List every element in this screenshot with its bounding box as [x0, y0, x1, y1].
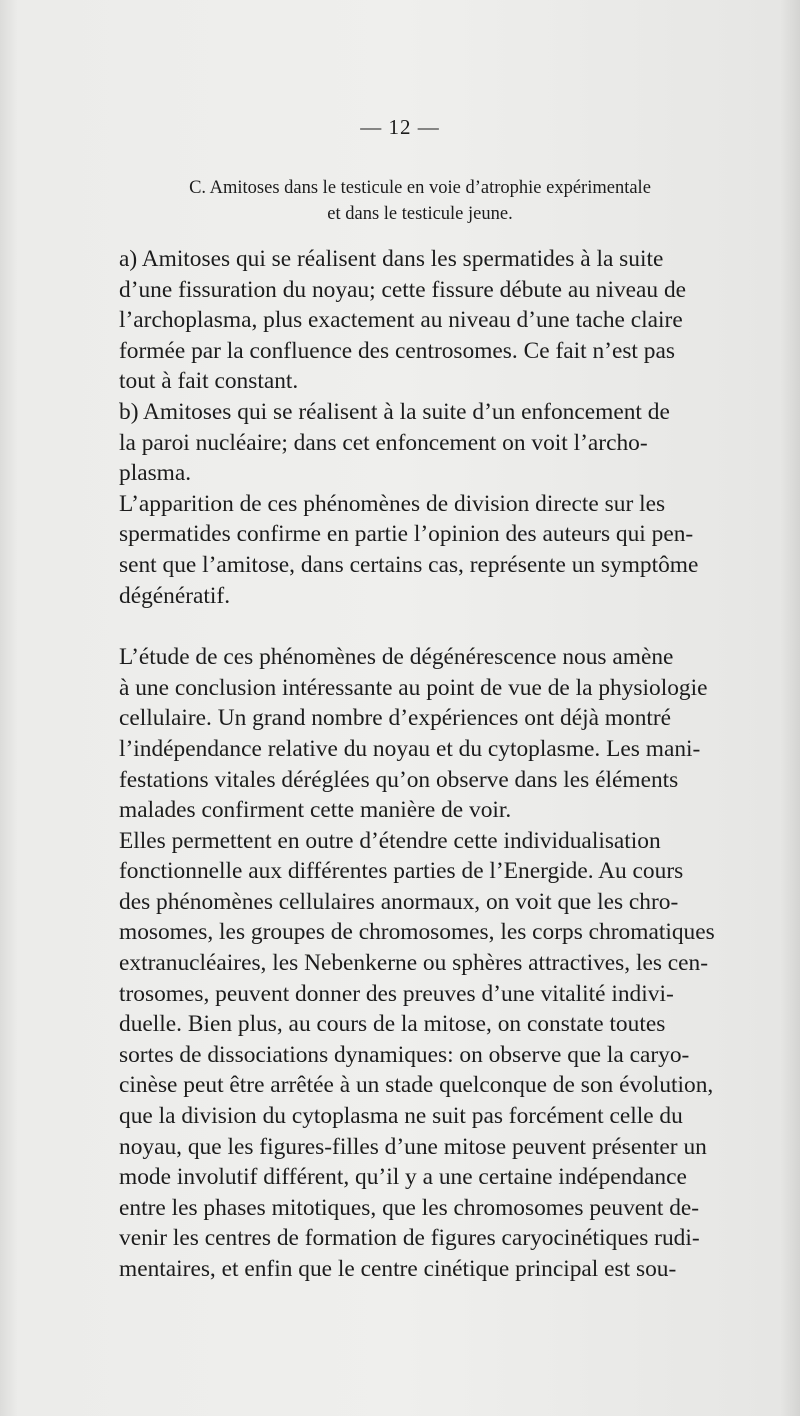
- text-line: duelle. Bien plus, au cours de la mitose, on constate toutes: [119, 1011, 666, 1038]
- text-line: entre les phases mitotiques, que les chromosomes peuvent de-: [119, 1194, 700, 1221]
- text-line: la paroi nucléaire; dans cet enfoncement on voit l’archo-: [119, 429, 648, 456]
- text-line: L’étude de ces phénomènes de dégénérescence nous amène: [119, 644, 674, 671]
- text-line: des phénomènes cellulaires anormaux, on voit que les chro-: [119, 888, 679, 915]
- paragraph-etude: [99, 642, 751, 826]
- section-heading-line: et dans le testicule jeune.: [327, 204, 513, 224]
- text-line: mosomes, les groupes de chromosomes, les corps chromatiques: [119, 919, 715, 946]
- text-line: à une conclusion intéressante au point de vue de la physiologie: [119, 674, 708, 701]
- text-line: tout à fait constant.: [119, 368, 299, 395]
- text-line: mentaires, et enfin que le centre cinétique principal est sou-: [119, 1256, 677, 1282]
- text-line: venir les centres de formation de figures caryocinétiques rudi-: [119, 1225, 700, 1252]
- text-line: extranucléaires, les Nebenkerne ou sphères attractives, les cen-: [119, 950, 709, 977]
- text-line: cinèse peut être arrêtée à un stade quelconque de son évolution,: [119, 1072, 714, 1099]
- text-line: sortes de dissociations dynamiques: on observe que la caryo-: [119, 1041, 690, 1068]
- text-line: Elles permettent en outre d’étendre cette individualisation: [119, 827, 661, 854]
- paragraph-elles: [99, 826, 751, 1285]
- text-line: L’apparition de ces phénomènes de division directe sur les: [119, 490, 666, 517]
- page-number: — 12 —: [360, 115, 440, 139]
- section-heading: [100, 175, 740, 227]
- text-line: l’archoplasma, plus exactement au niveau d’une tache claire: [119, 307, 683, 334]
- text-line: cellulaire. Un grand nombre d’expériences ont déjà montré: [119, 705, 672, 732]
- text-line: b) Amitoses qui se réalisent à la suite d’un enfoncement de: [119, 398, 670, 425]
- text-line: malades confirment cette manière de voir.: [119, 797, 512, 824]
- body-text: [99, 244, 751, 1285]
- text-line: a) Amitoses qui se réalisent dans les spermatides à la suite: [119, 246, 664, 272]
- text-line: que la division du cytoplasma ne suit pas forcément celle du: [119, 1103, 683, 1130]
- text-line: fonctionnelle aux différentes parties de l’Energide. Au cours: [119, 858, 684, 885]
- text-line: mode involutif différent, qu’il y a une certaine indépendance: [119, 1164, 687, 1191]
- text-line: sent que l’amitose, dans certains cas, représente un symptôme: [119, 551, 699, 578]
- text-line: l’indépendance relative du noyau et du cytoplasme. Les mani-: [119, 735, 701, 762]
- paragraph-a: [99, 244, 751, 397]
- text-line: plasma.: [119, 460, 192, 487]
- text-line: festations vitales déréglées qu’on observe dans les éléments: [119, 766, 679, 793]
- text-line: dégénératif.: [119, 582, 231, 609]
- text-line: spermatides confirme en partie l’opinion des auteurs qui pen-: [119, 521, 694, 548]
- section-heading-line: C. Amitoses dans le testicule en voie d’atrophie expérimentale: [189, 178, 651, 198]
- text-line: noyau, que les figures-filles d’une mitose peuvent présenter un: [119, 1133, 707, 1160]
- text-line: trosomes, peuvent donner des preuves d’une vitalité indivi-: [119, 980, 674, 1007]
- paragraph-apparition: [99, 489, 751, 611]
- text-line: d’une fissuration du noyau; cette fissure débute au niveau de: [119, 276, 687, 303]
- paragraph-b: [99, 397, 751, 489]
- text-line: formée par la confluence des centrosomes. Ce fait n’est pas: [119, 337, 675, 364]
